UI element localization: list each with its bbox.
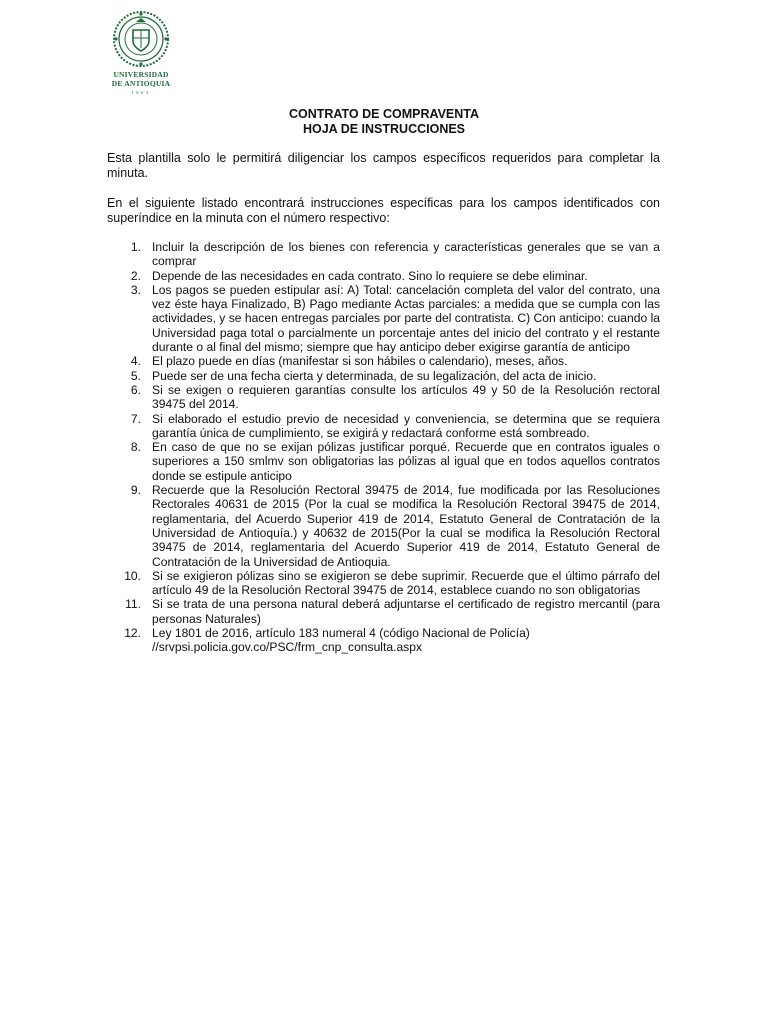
instructions-list bbox=[107, 240, 660, 655]
list-item bbox=[107, 269, 660, 283]
logo-line-2: DE ANTIOQUIA bbox=[111, 78, 171, 88]
item-number: 12. bbox=[124, 626, 141, 641]
list-item bbox=[107, 240, 660, 269]
logo-line-1: UNIVERSIDAD bbox=[113, 70, 169, 79]
item-number: 3. bbox=[130, 282, 141, 297]
item-text: Los pagos se pueden estipular así: A) Total: cancelación completa del valor del contrato, una vez éste haya Finalizado, B) Pago mediante Actas parciales: a medida que se cumpla con las actividades, y se hacen entregas parciales por parte del contratista. C) Con anticipo: cuando la Universidad paga total o parcialmente un porcentaje antes del inicio del contrato y el restante durante o al final del mismo; siempre que hay anticipo deber exigirse garantía de anticipo bbox=[152, 282, 660, 355]
item-text: Si se trata de una persona natural deberá adjuntarse el certificado de registro mercantil (para personas Naturales) bbox=[152, 597, 660, 626]
item-number: 4. bbox=[130, 354, 141, 369]
item-number: 8. bbox=[130, 440, 141, 455]
logo-wordmark bbox=[106, 71, 176, 88]
list-item bbox=[107, 626, 660, 655]
item-text: Incluir la descripción de los bienes con referencia y características generales que se van a comprar bbox=[152, 240, 660, 269]
list-item bbox=[107, 483, 660, 569]
list-item bbox=[107, 369, 660, 383]
intro-paragraph-1: Esta plantilla solo le permitirá diligenciar los campos específicos requeridos para completar la minuta. bbox=[107, 151, 660, 180]
intro-paragraph-2: En el siguiente listado encontrará instrucciones específicas para los campos identificados con superíndice en la minuta con el número respectivo: bbox=[107, 196, 660, 225]
item-text: Si se exigieron pólizas sino se exigieron se debe suprimir. Recuerde que el último párrafo del artículo 49 de la Resolución Rectoral 39475 de 2014, establece cuando no son obligatorias bbox=[152, 568, 660, 598]
list-item bbox=[107, 569, 660, 598]
item-number: 1. bbox=[130, 240, 141, 254]
item-text: Depende de las necesidades en cada contrato. Sino lo requiere se debe eliminar. bbox=[152, 268, 588, 283]
university-logo bbox=[106, 8, 176, 95]
item-number: 2. bbox=[130, 268, 141, 283]
item-text: En caso de que no se exijan pólizas justificar porqué. Recuerde que en contratos iguales o superiores a 150 smlmv son obligatorias las pólizas al igual que en todos aquellos contratos donde se estipule anticipo bbox=[152, 440, 660, 483]
item-number: 9. bbox=[130, 483, 141, 498]
item-number: 5. bbox=[130, 368, 141, 383]
document-subtitle: HOJA DE INSTRUCCIONES bbox=[302, 122, 466, 136]
item-number: 6. bbox=[130, 382, 141, 397]
document-title: CONTRATO DE COMPRAVENTA bbox=[288, 107, 480, 121]
item-number: 7. bbox=[130, 411, 141, 426]
item-text: Recuerde que la Resolución Rectoral 39475 de 2014, fue modificada por las Resoluciones Rectorales 40631 de 2015 (Por la cual se modifica la Resolución Rectoral 39475 de 2014, reglamentaria, del Acuerdo Superior 419 de 2014, Estatuto General de Contratación de la Universidad de Antioquía.) y 40632 de 2015(Por la cual se modifica la Resolución Rectoral 39475 de 2014, reglamentaria del Acuerdo Superior 419 de 2014, Estatuto General de Contratación de la Universidad de Antioquia. bbox=[152, 483, 660, 569]
item-text: Si se exigen o requieren garantías consulte los artículos 49 y 50 de la Resolución rectoral 39475 del 2014. bbox=[152, 382, 660, 412]
list-item bbox=[107, 440, 660, 483]
university-seal-icon bbox=[112, 8, 170, 70]
item-number: 11. bbox=[125, 597, 141, 612]
list-item bbox=[107, 383, 660, 412]
list-item bbox=[107, 412, 660, 441]
item-text: El plazo puede en días (manifestar si son hábiles o calendario), meses, años. bbox=[152, 354, 568, 369]
item-text: Ley 1801 de 2016, artículo 183 numeral 4 (código Nacional de Policía) bbox=[152, 626, 530, 641]
list-item bbox=[107, 597, 660, 626]
item-number: 10. bbox=[124, 568, 141, 583]
item-text: Puede ser de una fecha cierta y determinada, de su legalización, del acta de inicio. bbox=[152, 368, 597, 383]
list-item bbox=[107, 354, 660, 368]
item-text: Si elaborado el estudio previo de necesidad y conveniencia, se determina que se requiera garantía única de cumplimiento, se exigirá y redactará conforme está sombreado. bbox=[152, 411, 660, 440]
logo-year: 1803 bbox=[131, 90, 151, 95]
police-consult-url: //srvpsi.policia.gov.co/PSC/frm_cnp_consulta.aspx bbox=[152, 640, 422, 655]
list-item bbox=[107, 283, 660, 354]
